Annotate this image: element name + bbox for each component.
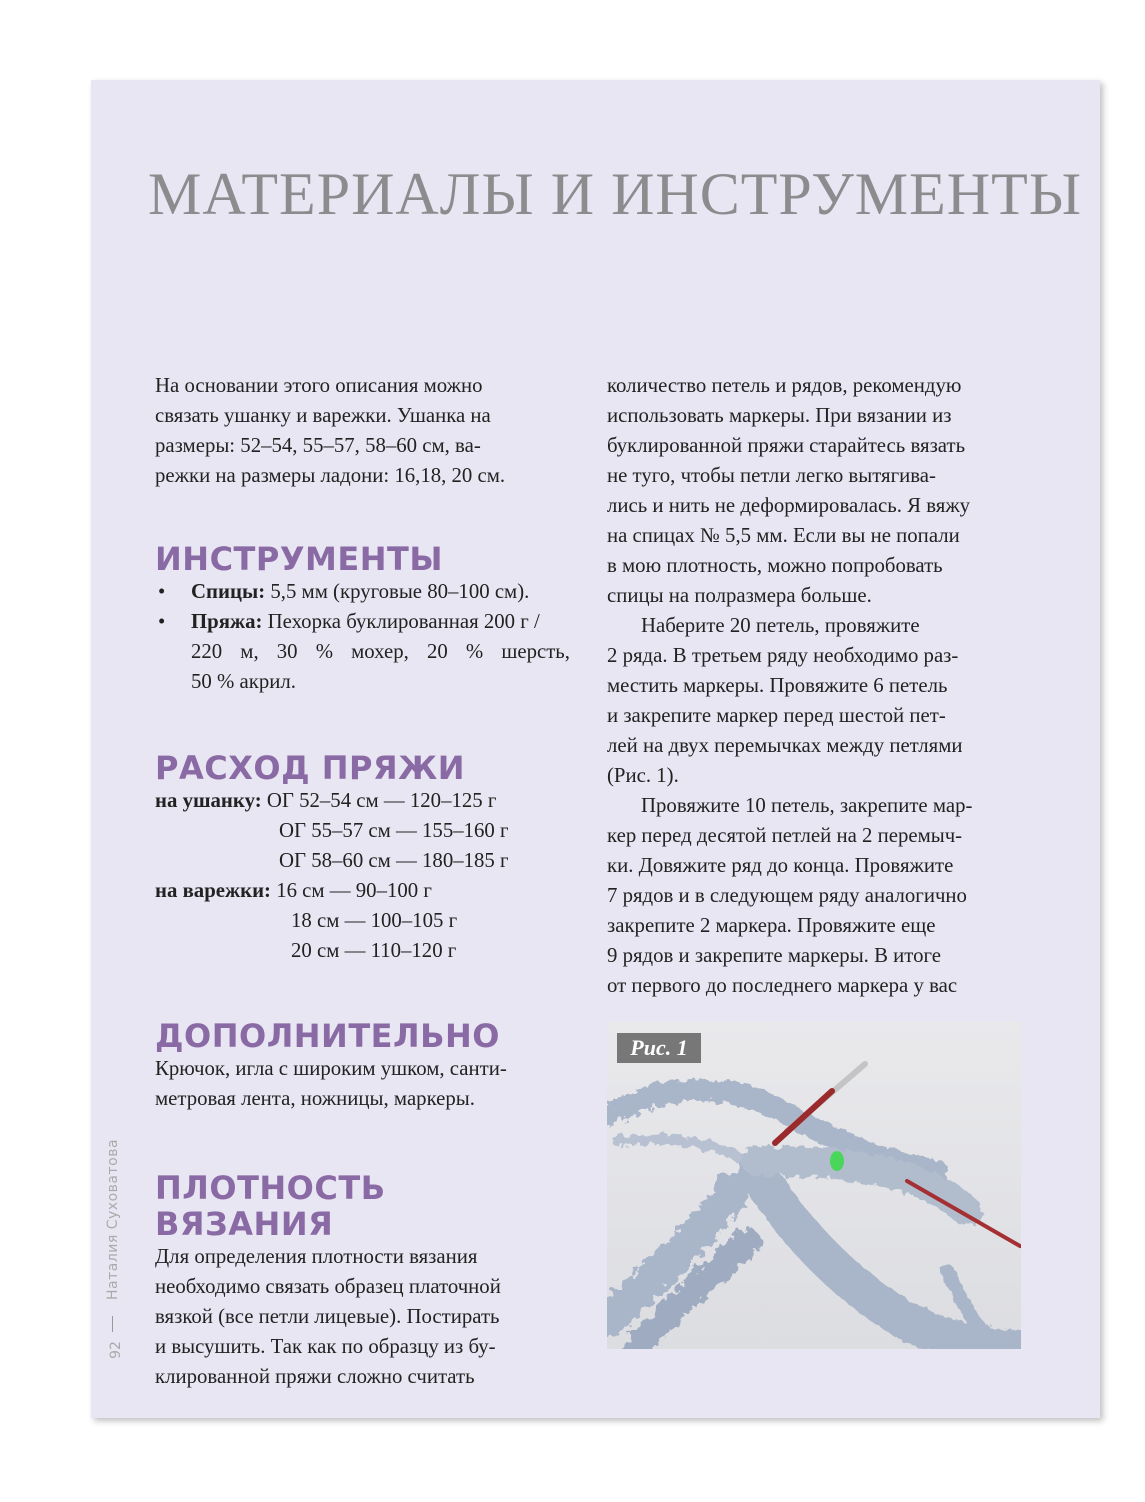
yarn-value: ОГ 58–60 см — 180–185 г [279,849,509,872]
body-line: использовать маркеры. При вязании из [607,404,952,427]
yarn-section [155,750,570,966]
yarn-value: 20 см — 110–120 г [291,939,457,962]
figure-photo [607,1021,1021,1349]
yarn-value: ОГ 55–57 см — 155–160 г [279,819,509,842]
intro-line: режки на размеры ладони: 16,18, 20 см. [155,464,506,487]
body-line: количество петель и рядов, рекомендую [607,374,962,397]
intro-line: связать ушанку и варежки. Ушанка на [155,404,491,427]
left-column [155,371,570,491]
yarn-hat-label: на ушанку: [155,789,262,812]
tools-item-yarn [155,607,570,637]
yarn-value: ОГ 52–54 см — 120–125 г [266,789,497,812]
body-line: не туго, чтобы петли легко вытягива- [607,464,936,487]
body-line: кер перед десятой петлей на 2 перемыч- [607,824,963,847]
yarn-row [155,786,570,816]
density-line: необходимо связать образец платочной [155,1275,501,1298]
tools-item-needles [155,577,570,607]
body-line: в мою плотность, можно попробовать [607,554,943,577]
density-line: Для определения плотности вязания [155,1245,478,1268]
body-line: закрепите 2 маркера. Провяжите еще [607,914,936,937]
density-line: и высушить. Так как по образцу из бу- [155,1335,496,1358]
intro-line: размеры: 52–54, 55–57, 58–60 см, ва- [155,434,481,457]
page-number: 92 [107,1341,124,1359]
tools-section [155,541,570,697]
extra-heading: ДОПОЛНИТЕЛЬНО [155,1017,500,1055]
body-line: лей на двух перемычках между петлями [607,734,963,757]
density-section [155,1170,570,1392]
extra-line: метровая лента, ножницы, маркеры. [155,1087,475,1110]
yarn-heading: РАСХОД ПРЯЖИ [155,749,466,787]
item-text: Пехорка буклированная 200 г / [262,610,540,633]
page-title: МАТЕРИАЛЫ И ИНСТРУМЕНТЫ [148,161,1083,227]
body-line: на спицах № 5,5 мм. Если вы не попали [607,524,960,547]
intro-line: На основании этого описания можно [155,374,483,397]
density-line: клированной пряжи сложно считать [155,1365,475,1388]
yarn-mitt-label: на варежки: [155,879,271,902]
body-line: и закрепите маркер перед шестой пет- [607,704,946,727]
density-line: вязкой (все петли лицевые). Постирать [155,1305,500,1328]
right-column [607,371,1022,1001]
body-line: буклированной пряжи старайтесь вязать [607,434,966,457]
body-line: от первого до последнего маркера у вас [607,974,958,997]
item-label: Пряжа: [191,610,263,633]
figure-caption: Рис. 1 [617,1033,701,1063]
density-heading: ПЛОТНОСТЬ ВЯЗАНИЯ [155,1169,386,1243]
stitch-marker [830,1151,844,1171]
body-line: 2 ряда. В третьем ряду необходимо раз- [607,644,959,667]
body-line: (Рис. 1). [607,764,679,787]
tools-item-yarn-line: 220 м, 30 % мохер, 20 % шерсть, [191,640,570,663]
body-line: местить маркеры. Провяжите 6 петель [607,674,948,697]
extra-line: Крючок, игла с широким ушком, санти- [155,1057,507,1080]
body-line: спицы на полразмера больше. [607,584,872,607]
body-line: Наберите 20 петель, провяжите [641,614,920,637]
yarn-value: 18 см — 100–105 г [291,909,458,932]
body-line: лись и нить не деформировалась. Я вяжу [607,494,971,517]
knitting-photo [607,1021,1021,1349]
item-text: 5,5 мм (круговые 80–100 см). [265,580,530,603]
tools-item-yarn-line: 50 % акрил. [191,670,296,693]
extra-section [155,1018,570,1114]
author-name: Наталия Суховатова [105,1138,121,1300]
tools-heading: ИНСТРУМЕНТЫ [155,540,443,578]
yarn-value: 16 см — 90–100 г [276,879,432,902]
body-line: Провяжите 10 петель, закрепите мар- [641,794,973,817]
body-line: ки. Довяжите ряд до конца. Провяжите [607,854,954,877]
body-line: 9 рядов и закрепите маркеры. В итоге [607,944,941,967]
yarn-row [155,876,570,906]
body-line: 7 рядов и в следующем ряду аналогично [607,884,967,907]
sidebar-divider [112,1316,113,1332]
item-label: Спицы: [191,580,266,603]
